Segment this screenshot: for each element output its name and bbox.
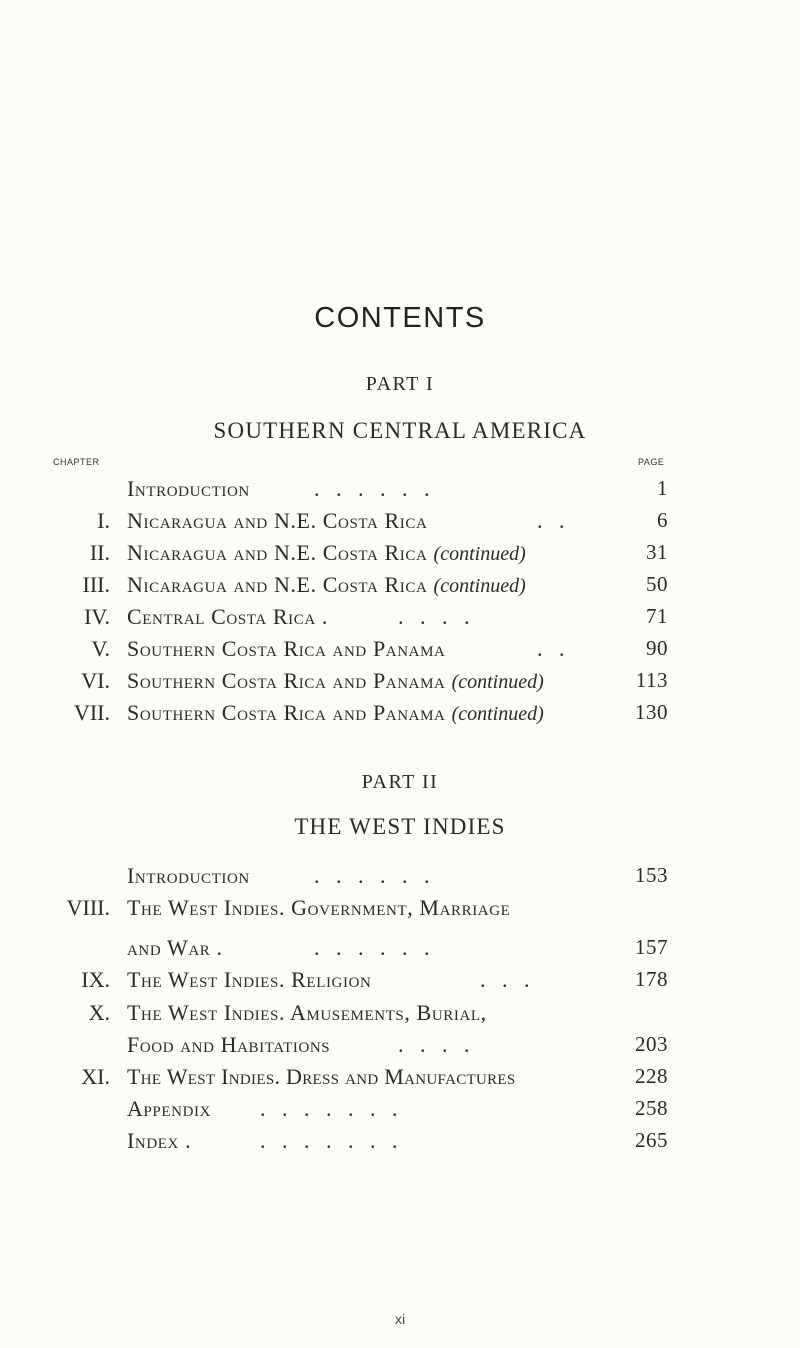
toc-entry	[0, 967, 800, 997]
chapter-title: Food and Habitations	[127, 1032, 331, 1057]
continued-note: (continued)	[451, 671, 544, 693]
leader-dots: . . . . . . .	[260, 1096, 398, 1121]
toc-entry	[0, 1128, 800, 1158]
part-2-title: THE WEST INDIES	[294, 814, 506, 839]
chapter-number: IX.	[81, 967, 110, 992]
page-number: 31	[646, 540, 668, 564]
toc-entry	[0, 668, 800, 698]
part-1-label: PART I	[365, 373, 435, 395]
chapter-number: IV.	[84, 604, 110, 629]
page-number: 113	[635, 668, 668, 692]
toc-entry	[0, 700, 800, 730]
toc-entry	[0, 636, 800, 666]
toc-entry	[0, 508, 800, 538]
page-number: 50	[646, 572, 668, 596]
leader-dots: . . . . . . .	[260, 1128, 398, 1153]
chapter-number: VIII.	[66, 895, 110, 920]
toc-entry	[0, 1096, 800, 1126]
toc-entry	[0, 895, 800, 925]
page-number: 6	[657, 508, 668, 532]
leader-dots: . .	[537, 508, 565, 533]
toc-entry	[0, 604, 800, 634]
page-number: 130	[635, 700, 668, 724]
leader-dots: . . . . . .	[314, 935, 430, 960]
page-column-header: PAGE	[638, 457, 665, 467]
chapter-title: Nicaragua and N.E. Costa Rica (continued)	[127, 540, 526, 565]
chapter-number: III.	[82, 572, 110, 597]
page-number: 178	[635, 967, 668, 991]
leader-dots: . . . .	[398, 1032, 470, 1057]
part-1-title: SOUTHERN CENTRAL AMERICA	[213, 418, 587, 443]
chapter-number: XI.	[81, 1064, 110, 1089]
chapter-number: II.	[89, 540, 110, 565]
toc-entry	[0, 1064, 800, 1094]
leader-dots: . . .	[480, 967, 530, 992]
chapter-title: The West Indies. Government, Marriage	[127, 895, 511, 920]
continued-note: (continued)	[433, 575, 526, 597]
page-number: 157	[635, 935, 668, 959]
page-number: 1	[657, 476, 668, 500]
chapter-title: Southern Costa Rica and Panama (continued)	[127, 668, 544, 693]
part-2-label: PART II	[361, 771, 439, 793]
leader-dots: . .	[537, 636, 565, 661]
page-number: 203	[635, 1032, 668, 1056]
chapter-title: Nicaragua and N.E. Costa Rica	[127, 508, 428, 533]
page-number: 90	[646, 636, 668, 660]
page-number: 228	[635, 1064, 668, 1088]
page-number: 153	[635, 863, 668, 887]
page-number: 71	[646, 604, 668, 628]
chapter-number: VII.	[73, 700, 110, 725]
page-folio: xi	[394, 1311, 406, 1327]
chapter-title: The West Indies. Religion	[127, 967, 372, 992]
toc-entry-continuation	[0, 1032, 800, 1062]
chapter-title: Nicaragua and N.E. Costa Rica (continued)	[127, 572, 526, 597]
chapter-title: Southern Costa Rica and Panama (continued)	[127, 700, 544, 725]
page-title: CONTENTS	[314, 302, 486, 334]
leader-dots: . . . .	[398, 604, 470, 629]
chapter-title: The West Indies. Dress and Manufactures	[127, 1064, 516, 1089]
toc-entry	[0, 476, 800, 506]
chapter-title: The West Indies. Amusements, Burial,	[127, 1000, 487, 1025]
chapter-number: VI.	[81, 668, 110, 693]
chapter-title: Introduction	[127, 476, 250, 501]
leader-dots: . . . . . .	[314, 863, 430, 888]
chapter-title: Appendix	[127, 1096, 212, 1121]
leader-dots: . . . . . .	[314, 476, 430, 501]
page-number: 258	[635, 1096, 668, 1120]
toc-entry	[0, 540, 800, 570]
chapter-title: Central Costa Rica .	[127, 604, 328, 629]
chapter-title: and War .	[127, 935, 223, 960]
chapter-title: Southern Costa Rica and Panama	[127, 636, 446, 661]
chapter-number: I.	[97, 508, 110, 533]
toc-entry-continuation	[0, 935, 800, 965]
toc-entry	[0, 1000, 800, 1030]
page-number: 265	[635, 1128, 668, 1152]
chapter-number: V.	[91, 636, 110, 661]
continued-note: (continued)	[433, 543, 526, 565]
chapter-title: Index .	[127, 1128, 192, 1153]
continued-note: (continued)	[451, 703, 544, 725]
toc-entry	[0, 572, 800, 602]
toc-entry	[0, 863, 800, 893]
chapter-number: X.	[88, 1000, 110, 1025]
chapter-column-header: CHAPTER	[53, 457, 100, 467]
chapter-title: Introduction	[127, 863, 250, 888]
